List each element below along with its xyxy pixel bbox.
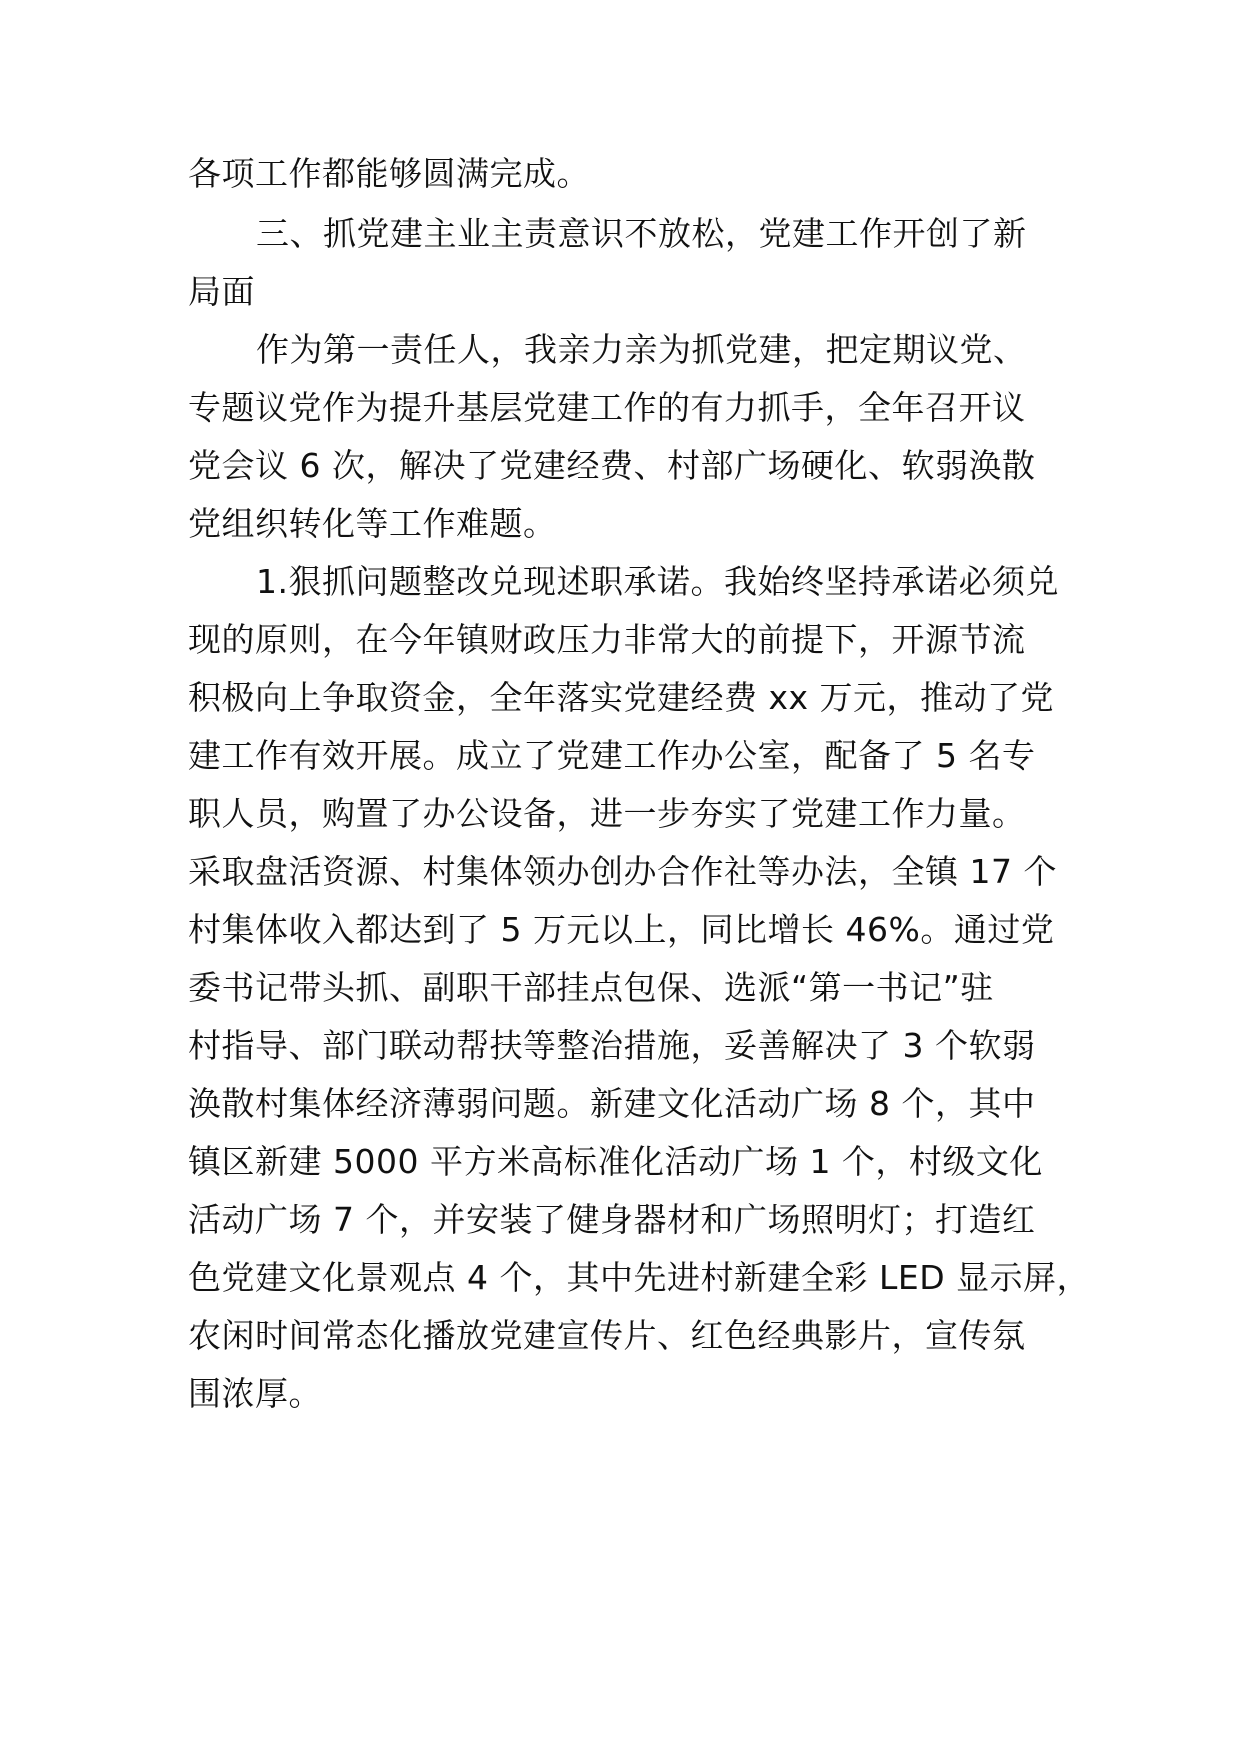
text-line: 镇区新建 5000 平方米高标准化活动广场 1 个，村级文化 xyxy=(188,1142,1043,1181)
text-line: 现的原则，在今年镇财政压力非常大的前提下，开源节流 xyxy=(188,620,1026,659)
text-line: 围浓厚。 xyxy=(188,1374,322,1413)
text-line: 职人员，购置了办公设备，进一步夯实了党建工作力量。 xyxy=(188,794,1026,833)
text-line: 作为第一责任人，我亲力亲为抓党建，把定期议党、 xyxy=(256,330,1027,369)
text-line: 采取盘活资源、村集体领办创办合作社等办法，全镇 17 个 xyxy=(188,852,1057,891)
text-line: 村集体收入都达到了 5 万元以上，同比增长 46%。通过党 xyxy=(188,910,1055,949)
text-line: 活动广场 7 个，并安装了健身器材和广场照明灯；打造红 xyxy=(188,1200,1036,1239)
text-line: 积极向上争取资金，全年落实党建经费 xx 万元，推动了党 xyxy=(188,678,1055,717)
text-line: 色党建文化景观点 4 个，其中先进村新建全彩 LED 显示屏， xyxy=(188,1258,1091,1297)
section-heading: 三、抓党建主业主责意识不放松，党建工作开创了新 xyxy=(256,214,1027,253)
text-line: 各项工作都能够圆满完成。 xyxy=(188,154,590,193)
text-line: 建工作有效开展。成立了党建工作办公室，配备了 5 名专 xyxy=(188,736,1036,775)
text-line: 农闲时间常态化播放党建宣传片、红色经典影片，宣传氛 xyxy=(188,1316,1026,1355)
text-line: 党组织转化等工作难题。 xyxy=(188,504,557,543)
subsection-heading: 1.狠抓问题整改兑现述职承诺。我始终坚持承诺必须兑 xyxy=(256,562,1059,601)
text-line: 专题议党作为提升基层党建工作的有力抓手，全年召开议 xyxy=(188,388,1026,427)
section-heading-continued: 局面 xyxy=(188,272,255,311)
text-line: 涣散村集体经济薄弱问题。新建文化活动广场 8 个，其中 xyxy=(188,1084,1036,1123)
text-line: 村指导、部门联动帮扶等整治措施，妥善解决了 3 个软弱 xyxy=(188,1026,1036,1065)
text-line: 委书记带头抓、副职干部挂点包保、选派“第一书记”驻 xyxy=(188,968,994,1007)
text-line: 党会议 6 次，解决了党建经费、村部广场硬化、软弱涣散 xyxy=(188,446,1036,485)
